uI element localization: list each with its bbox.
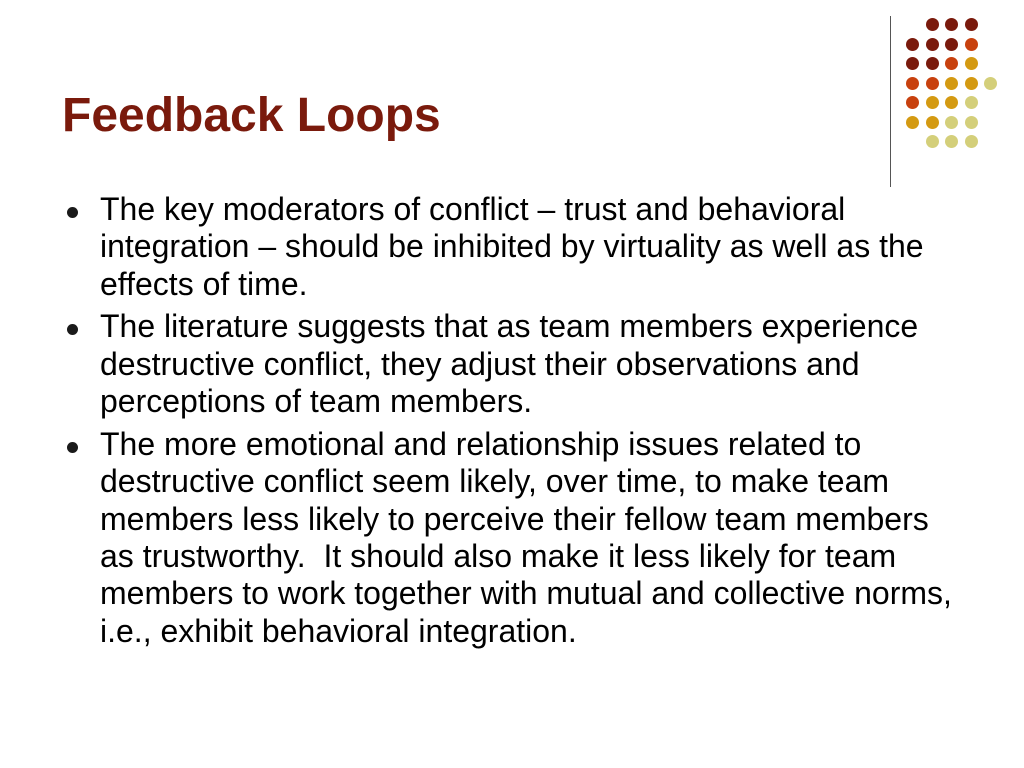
decorative-dot: [906, 38, 919, 51]
decorative-dot: [945, 77, 958, 90]
decorative-dot: [926, 96, 939, 109]
bullet-dot-icon: [67, 207, 78, 218]
bullet-item: [62, 191, 967, 303]
decorative-dot: [926, 38, 939, 51]
decorative-dot-grid: [900, 10, 1010, 170]
decorative-dot: [926, 18, 939, 31]
decorative-dot: [945, 96, 958, 109]
decorative-dot: [926, 77, 939, 90]
decorative-dot: [965, 116, 978, 129]
bullet-item: [62, 426, 967, 651]
bullet-text: The key moderators of conflict – trust and behavioral integration – should be inhibited by virtuality as well as the effects of time.: [100, 191, 933, 302]
bullet-dot-icon: [67, 324, 78, 335]
title-divider-line: [890, 16, 891, 187]
decorative-dot: [926, 57, 939, 70]
bullet-item: [62, 308, 967, 420]
decorative-dot: [965, 96, 978, 109]
bullet-text: The more emotional and relationship issues related to destructive conflict seem likely, over time, to make team members less likely to perceive their fellow team members as trustworthy. It should also make it less likely for team members to work together with mutual and collective norms, i.e., exhibit behavioral integration.: [100, 425, 961, 649]
decorative-dot: [945, 116, 958, 129]
decorative-dot: [965, 135, 978, 148]
decorative-dot: [906, 57, 919, 70]
decorative-dot: [926, 135, 939, 148]
bullet-dot-icon: [67, 442, 78, 453]
decorative-dot: [984, 77, 997, 90]
decorative-dot: [965, 38, 978, 51]
decorative-dot: [945, 57, 958, 70]
slide-title: Feedback Loops: [62, 89, 441, 142]
decorative-dot: [965, 18, 978, 31]
decorative-dot: [906, 77, 919, 90]
decorative-dot: [945, 38, 958, 51]
decorative-dot: [945, 18, 958, 31]
bullet-list: [62, 191, 967, 655]
decorative-dot: [965, 57, 978, 70]
decorative-dot: [906, 96, 919, 109]
decorative-dot: [906, 116, 919, 129]
decorative-dot: [926, 116, 939, 129]
decorative-dot: [965, 77, 978, 90]
bullet-text: The literature suggests that as team members experience destructive conflict, they adjust their observations and perceptions of team members.: [100, 308, 928, 420]
decorative-dot: [945, 135, 958, 148]
